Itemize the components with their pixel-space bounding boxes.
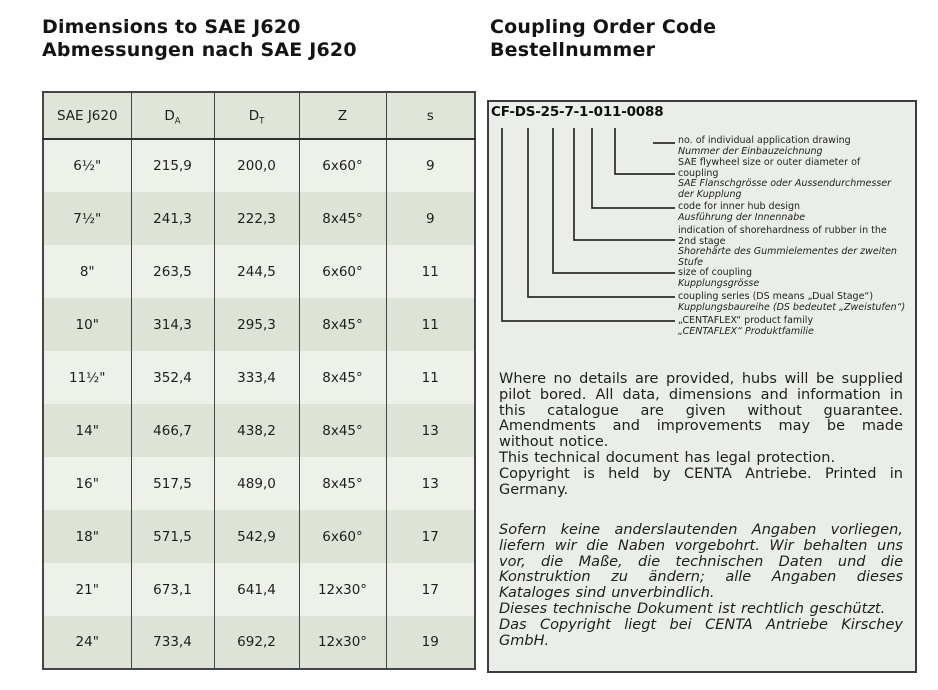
entry-line-en: 2nd stage [678,235,726,247]
paragraph-segment: Where no details are provided, hubs will be supplied pilot bored. All data, dimensions and information in this catalogue are given without guarantee. Amendments and improvements may be made without notice. [499,371,903,451]
left-heading-german: Abmessungen nach SAE J620 [42,39,357,61]
table-cell: 14" [75,422,99,439]
table-cell: 6x60° [299,245,386,298]
table-cell: 641,4 [214,563,299,616]
table-cell: 517,5 [131,457,214,510]
order-code-label: CF-DS-25-7-1-011-0088 [491,104,664,120]
notice-german [499,523,903,649]
table-cell: 542,9 [214,510,299,563]
entry-line-de: der Kupplung [678,188,742,200]
table-cell: 8" [79,263,95,280]
order-code-entry [678,268,915,289]
paragraph-segment: Dieses technische Dokument ist rechtlich geschützt. [499,600,886,617]
table-cell: 7½" [73,210,102,227]
table-cell: 6x60° [299,510,386,563]
table-cell: 200,0 [214,139,299,192]
table-cell: 12x30° [299,563,386,616]
table-cell: 13 [386,404,475,457]
entry-line-en: no. of individual application drawing [678,135,851,146]
entry-line-en: „CENTAFLEX“ product family [678,315,814,326]
entry-line-en: size of coupling [678,267,753,278]
paragraph-segment: This technical document has legal protection. [499,449,836,466]
table-cell: 215,9 [131,139,214,192]
table-cell: 6x60° [299,139,386,192]
entry-line-en: coupling [678,167,719,179]
right-section-heading [490,16,716,62]
table-cell: 8x45° [299,192,386,245]
entry-line-en: indication of shorehardness of rubber in the [678,225,887,236]
entry-line-de: Kupplungsbaureihe (DS bedeutet „Zweistufen“) [678,301,906,313]
table-cell: 10" [75,316,99,333]
table-row [43,245,475,298]
table-cell: 222,3 [214,192,299,245]
table-cell: 11 [386,245,475,298]
entry-line-de: SAE Flanschgrösse oder Aussendurchmesser [678,178,892,189]
entry-line-en: SAE flywheel size or outer diameter of [678,157,861,168]
table-row [43,139,475,192]
order-code-entry [678,226,915,268]
entry-line-de: Kupplungsgrösse [678,277,760,289]
table-cell: 244,5 [214,245,299,298]
column-header: SAE J620 [43,92,131,139]
right-heading-english: Coupling Order Code [490,16,717,38]
table-cell: 295,3 [214,298,299,351]
table-row [43,298,475,351]
table-row [43,351,475,404]
order-code-entry [678,316,915,337]
table-cell: 438,2 [214,404,299,457]
table-cell: 673,1 [131,563,214,616]
order-code-entry [678,292,915,313]
table-cell: 241,3 [131,192,214,245]
order-code-entry [678,136,915,157]
table-cell: 11½" [69,369,106,386]
table-cell: 352,4 [131,351,214,404]
right-heading-german: Bestellnummer [490,39,656,61]
table-row [43,510,475,563]
table-cell: 16" [75,475,99,492]
sae-table-header-row [43,92,475,139]
entry-line-de: Nummer der Einbauzeichnung [678,145,823,157]
table-row [43,404,475,457]
table-cell: 6½" [73,158,102,174]
table-cell: 11 [386,298,475,351]
table-cell: 263,5 [131,245,214,298]
table-cell: 8x45° [299,351,386,404]
table-cell: 9 [386,192,475,245]
order-code-entry [678,202,915,223]
table-cell: 733,4 [131,616,214,669]
notice-english [499,372,903,498]
table-cell: 8x45° [299,298,386,351]
table-cell: 12x30° [299,616,386,669]
table-cell: 21" [75,581,99,598]
column-header: Z [299,92,386,139]
column-header: $D_A$ [131,92,214,139]
table-cell: 571,5 [131,510,214,563]
table-cell: 19 [386,616,475,669]
table-cell: 9 [386,139,475,192]
table-cell: 18" [75,528,99,545]
entry-line-en: coupling series (DS means „Dual Stage“) [678,291,874,302]
entry-line-de: „CENTAFLEX“ Produktfamilie [678,325,814,337]
entry-line-de: Ausführung der Innennabe [678,211,806,223]
table-row [43,192,475,245]
table-row [43,616,475,669]
left-heading-english: Dimensions to SAE J620 [42,16,301,38]
coupling-order-code-panel [487,100,917,673]
left-section-heading [42,16,357,62]
table-cell: 8x45° [299,404,386,457]
sae-j620-dimensions-table [42,91,476,670]
order-code-entry [678,158,915,200]
table-cell: 17 [386,510,475,563]
table-cell: 314,3 [131,298,214,351]
paragraph-segment: Das Copyright liegt bei CENTA Antriebe Kirschey GmbH. [499,616,903,649]
column-header: s [386,92,475,139]
entry-line-de: Stufe [678,256,703,268]
table-cell: 8x45° [299,457,386,510]
table-cell: 11 [386,351,475,404]
entry-line-de: Shorehärte des Gummielementes der zweiten [678,246,897,257]
paragraph-segment: Sofern keine anderslautenden Angaben vorliegen, liefern wir die Naben vorgebohrt. Wir behalten uns vor, die Maße, die technischen Daten und die Konstruktion zu ändern; alle Angaben dieses Kataloges sind unverbindlich. [499,522,903,602]
table-cell: 333,4 [214,351,299,404]
table-cell: 24" [75,634,99,650]
table-cell: 489,0 [214,457,299,510]
table-row [43,457,475,510]
table-cell: 692,2 [214,616,299,669]
column-header: $D_T$ [214,92,299,139]
table-cell: 13 [386,457,475,510]
table-cell: 17 [386,563,475,616]
paragraph-segment: Copyright is held by CENTA Antriebe. Printed in Germany. [499,465,903,498]
entry-line-en: code for inner hub design [678,201,801,212]
sae-table-body [43,139,475,669]
table-row [43,563,475,616]
table-cell: 466,7 [131,404,214,457]
